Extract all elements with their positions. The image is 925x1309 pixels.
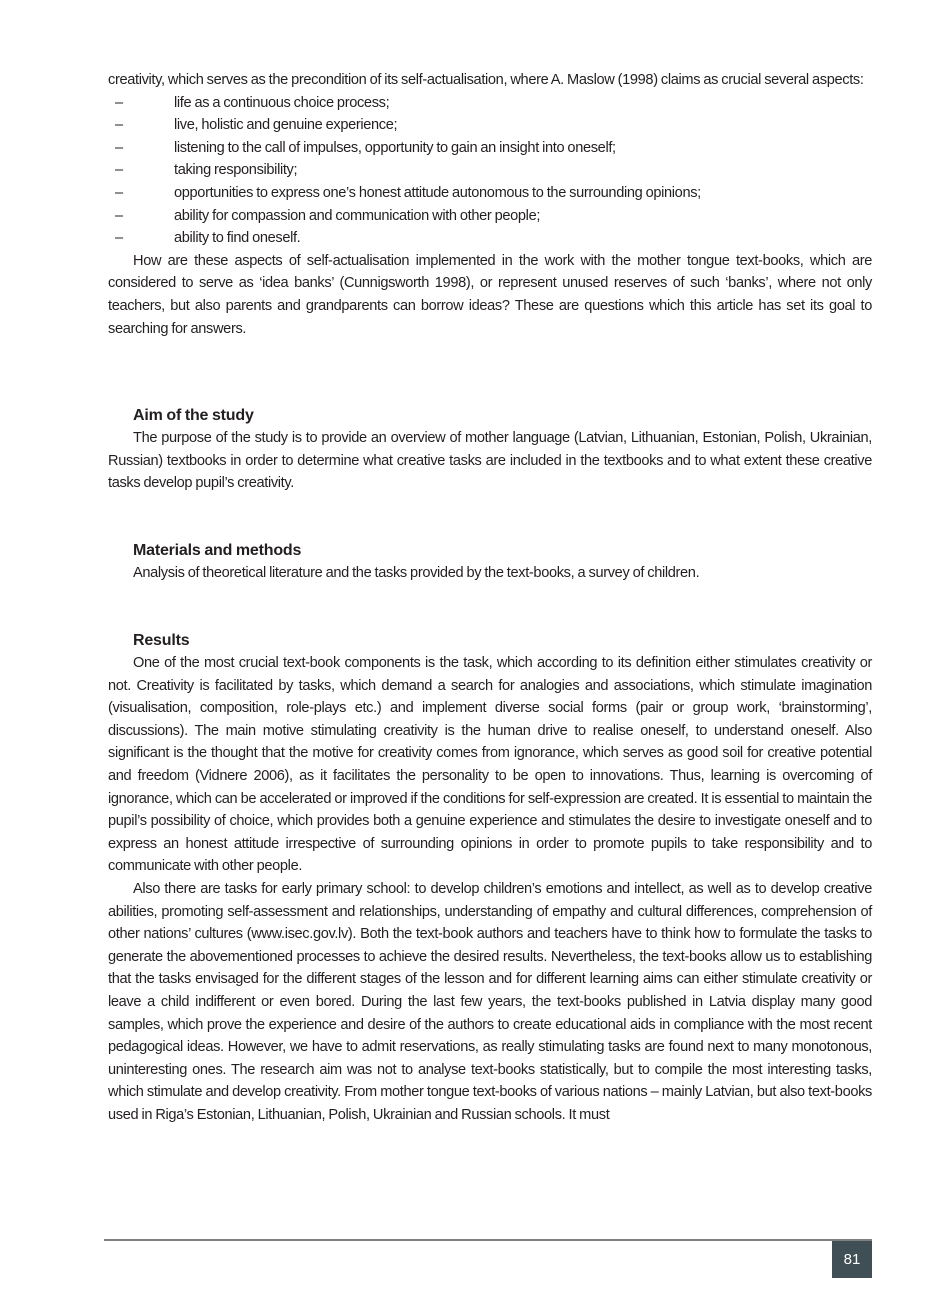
list-item-text: taking responsibility; — [174, 162, 298, 179]
methods-text: Analysis of theoretical literature and the tasks provided by the text-books, a survey of children. — [133, 565, 700, 581]
list-item — [108, 159, 872, 182]
results-paragraph-1: One of the most crucial text-book components is the task, which according to its definition either stimulates creativity or not. Creativity is facilitated by tasks, which demand a search for analogies and associations, which stimulate imagination (visualisation, composition, role-plays etc.) and implement diverse social forms (pair or group work, ‘brainstorming’, discussions). The main motive stimulating creativity is the human drive to realise oneself, to understand oneself. Also significant is the thought that the motive for creativity comes from ignorance, which serves as good soil for creative potential and freedom (Vidnere 2006), as it facilitates the personality to be open to innovations. Thus, learning is overcoming of ignorance, which can be accelerated or improved if the conditions for self-expression are created. It is essential to maintain the pupil’s possibility of choice, which provides both a genuine experience and stimulates the desire to investigate oneself and to express an honest attitude irrespective of surrounding opinions in order to promote pupils to take responsibility and to communicate with other people. — [108, 655, 872, 875]
intro-paragraph: How are these aspects of self-actualisation implemented in the work with the mother tongue text-books, which are considered to serve as ‘idea banks’ (Cunnigsworth 1998), or represent unused reserves of such ‘banks’, where not only teachers, but also parents and grandparents can borrow ideas? These are questions which this article has set its goal to searching for answers. — [108, 252, 872, 337]
list-item — [108, 205, 872, 228]
list-item — [108, 92, 872, 115]
list-dash: – — [115, 139, 123, 156]
footer-rule — [104, 1239, 872, 1241]
list-dash: – — [115, 207, 123, 224]
aim-heading: Aim of the study — [133, 407, 254, 424]
list-item-text: ability for compassion and communication with other people; — [174, 207, 541, 224]
aim-text: The purpose of the study is to provide an overview of mother language (Latvian, Lithuanian, Estonian, Polish, Ukrainian, Russian) textbooks in order to determine what creative tasks are included in the textbooks and to what extent these creative tasks develop pupil’s creativity. — [108, 430, 872, 492]
methods-heading: Materials and methods — [133, 542, 302, 559]
page-number: 81 — [832, 1241, 872, 1278]
list-item-text: life as a continuous choice process; — [174, 94, 390, 111]
list-item — [108, 137, 872, 160]
list-dash: – — [115, 162, 123, 179]
results-paragraph-2: Also there are tasks for early primary school: to develop children’s emotions and intellect, as well as to develop creative abilities, promoting self-assessment and relationships, understanding of empathy and cultural differences, comprehension of other nations’ cultures (www.isec.gov.lv). Both the text-book authors and teachers have to think how to formulate the tasks to generate the abovementioned processes to achieve the desired results. Nevertheless, the text-books allow us to establishing that the tasks envisaged for the different stages of the lesson and for different learning aims can either stimulate creativity or leave a child indifferent or even bored. During the last few years, the text-books published in Latvia display many good samples, which prove the experience and desire of the authors to create educational aids in compliance with the most recent pedagogical ideas. However, we have to admit reservations, as really stimulating tasks are found next to many monotonous, uninteresting ones. The research aim was not to analyse text-books statistically, but to compile the most interesting tasks, which stimulate and develop creativity. From mother tongue text-books of various nations – mainly Latvian, but also text-books used in Riga’s Estonian, Lithuanian, Polish, Ukrainian and Russian schools. It must — [108, 880, 872, 1123]
list-item — [108, 114, 872, 137]
methods-section — [108, 540, 872, 585]
results-heading: Results — [133, 632, 190, 649]
aim-section — [108, 405, 872, 495]
list-item-text: listening to the call of impulses, opportunity to gain an insight into oneself; — [174, 139, 616, 156]
list-dash: – — [115, 230, 123, 247]
list-item — [108, 182, 872, 205]
list-item-text: opportunities to express one’s honest attitude autonomous to the surrounding opinions; — [174, 184, 701, 201]
list-dash: – — [115, 117, 123, 134]
intro-section — [108, 69, 872, 340]
list-item-text: live, holistic and genuine experience; — [174, 117, 398, 134]
intro-lead: creativity, which serves as the precondition of its self-actualisation, where A. Maslow (1998) claims as crucial several aspects: — [108, 72, 864, 88]
list-dash: – — [115, 94, 123, 111]
aspects-list — [108, 92, 872, 250]
list-item-text: ability to find oneself. — [174, 230, 301, 247]
list-item — [108, 227, 872, 250]
list-dash: – — [115, 184, 123, 201]
results-section — [108, 630, 872, 1126]
